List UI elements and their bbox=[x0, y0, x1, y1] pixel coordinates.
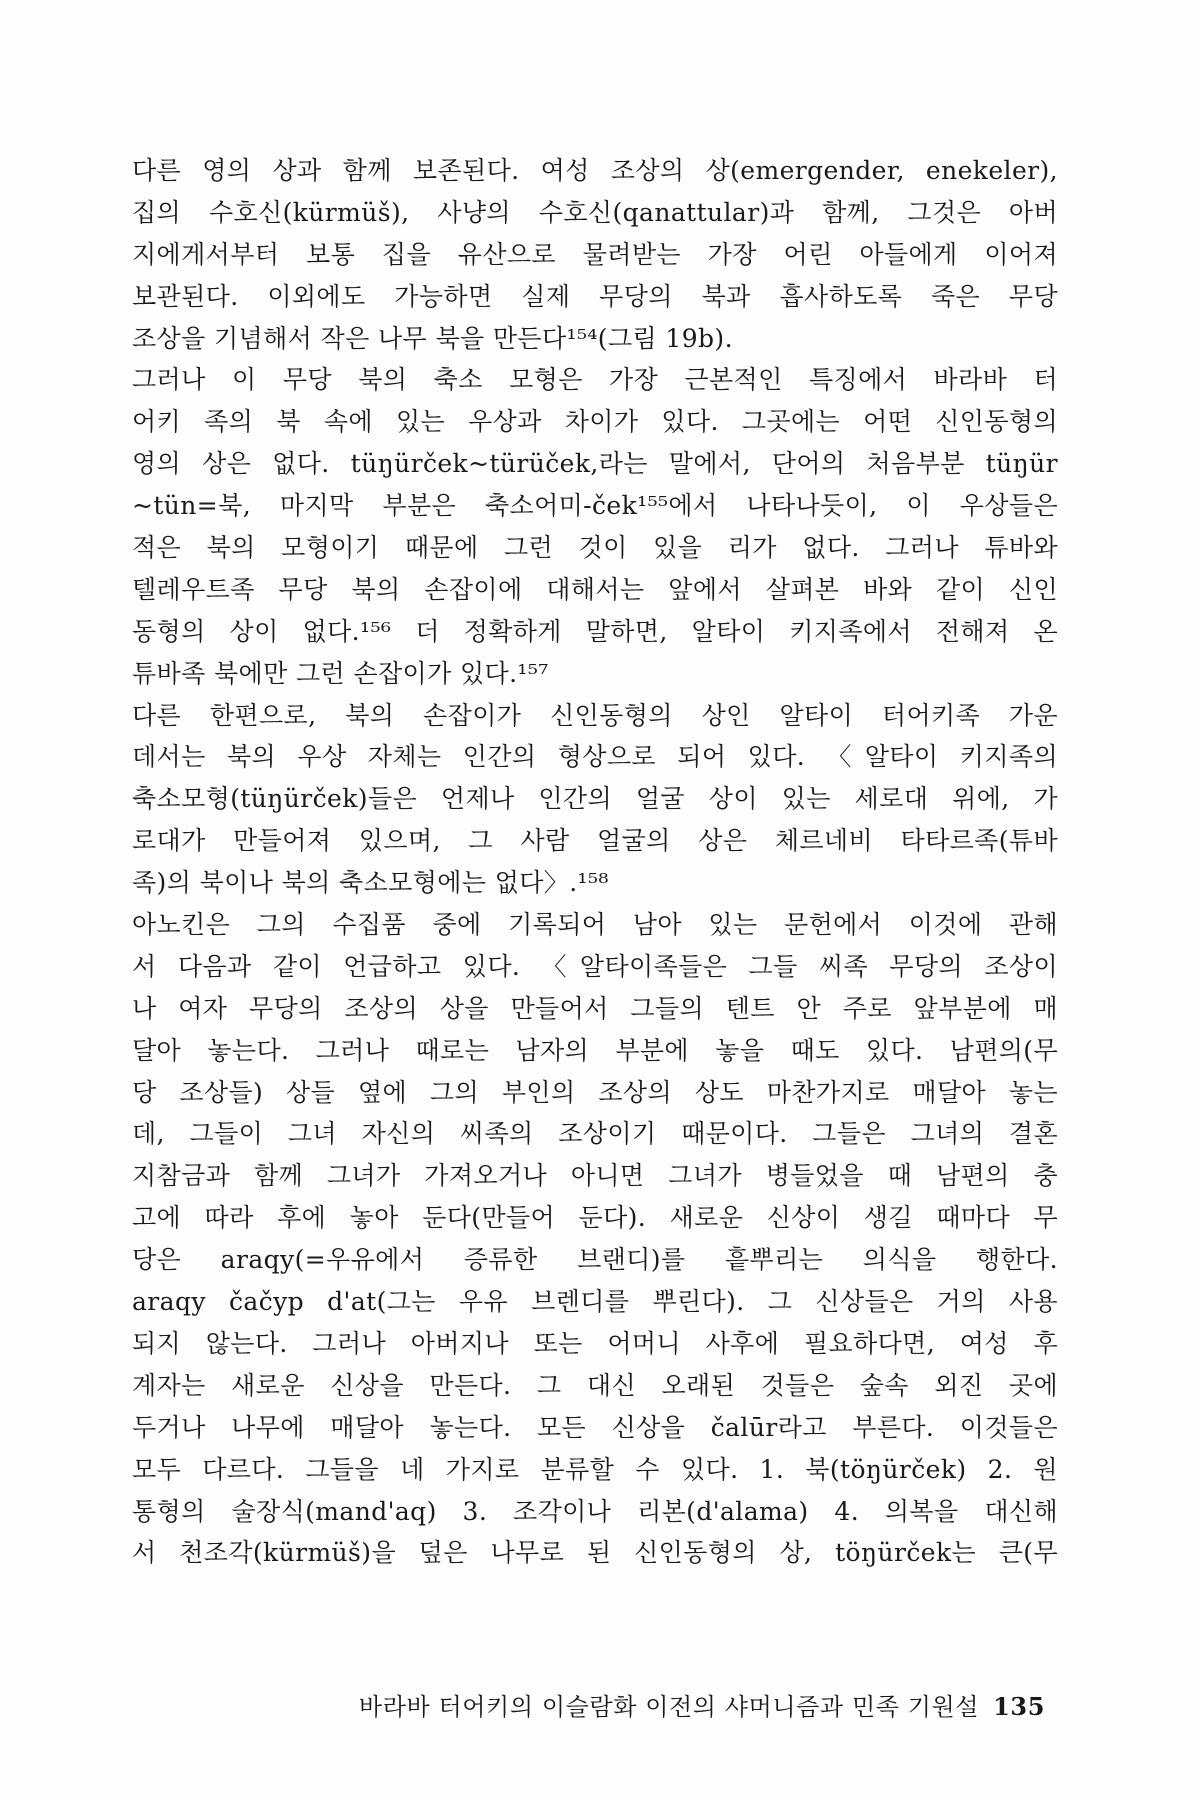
text-line: 동형의 상이 없다.¹⁵⁶ 더 정확하게 말하면, 알타이 키지족에서 전해져 온 bbox=[132, 616, 1058, 646]
text-line: 두거나 나무에 매달아 놓는다. 모든 신상을 čalūr라고 부른다. 이것들은 bbox=[132, 1412, 1058, 1442]
text-line: 족)의 북이나 북의 축소모형에는 없다〉.¹⁵⁸ bbox=[132, 868, 609, 898]
text-line: 되지 않는다. 그러나 아버지나 또는 어머니 사후에 필요하다면, 여성 후 bbox=[132, 1328, 1058, 1358]
text-line: 계자는 새로운 신상을 만든다. 그 대신 오래된 것들은 숲속 외진 곳에 bbox=[132, 1370, 1058, 1400]
paragraph-1 bbox=[132, 150, 1058, 359]
text-line: 집의 수호신(kürmüš), 사냥의 수호신(qanattular)과 함께, 그것은 아버 bbox=[132, 197, 1058, 227]
text-line: 다른 한편으로, 북의 손잡이가 신인동형의 상인 알타이 터어키족 가운 bbox=[132, 700, 1058, 730]
text-line: 축소모형(tüŋürček)들은 언제나 인간의 얼굴 상이 있는 세로대 위에, 가 bbox=[132, 784, 1058, 814]
text-line: ~tün=북, 마지막 부분은 축소어미-ček¹⁵⁵에서 나타나듯이, 이 우상들은 bbox=[132, 491, 1058, 521]
text-line: 그러나 이 무당 북의 축소 모형은 가장 근본적인 특징에서 바라바 터 bbox=[132, 365, 1058, 395]
text-line: 모두 다르다. 그들을 네 가지로 분류할 수 있다. 1. 북(töŋürček) 2. 원 bbox=[132, 1454, 1058, 1484]
text-line: 지참금과 함께 그녀가 가져오거나 아니면 그녀가 병들었을 때 남편의 충 bbox=[132, 1161, 1058, 1191]
text-line: araqy čačyp d'at(그는 우유 브렌디를 뿌린다). 그 신상들은 거의 사용 bbox=[132, 1287, 1058, 1317]
paragraph-4 bbox=[132, 904, 1058, 1574]
paragraph-2 bbox=[132, 359, 1058, 694]
text-line: 고에 따라 후에 놓아 둔다(만들어 둔다). 새로운 신상이 생길 때마다 무 bbox=[132, 1203, 1058, 1233]
paragraph-3 bbox=[132, 695, 1058, 904]
text-line: 통형의 술장식(mand'aq) 3. 조각이나 리본(d'alama) 4. 의복을 대신해 bbox=[132, 1496, 1058, 1526]
text-line: 로대가 만들어져 있으며, 그 사람 얼굴의 상은 체르네비 타타르족(튜바 bbox=[132, 826, 1058, 856]
text-line: 데서는 북의 우상 자체는 인간의 형상으로 되어 있다. 〈알타이 키지족의 bbox=[132, 742, 1058, 772]
text-line: 당은 araqy(=우유에서 증류한 브랜디)를 흩뿌리는 의식을 행한다. bbox=[132, 1245, 1058, 1275]
text-line: 보관된다. 이외에도 가능하면 실제 무당의 북과 흡사하도록 죽은 무당 bbox=[132, 281, 1058, 311]
text-line: 튜바족 북에만 그런 손잡이가 있다.¹⁵⁷ bbox=[132, 658, 549, 688]
text-line: 달아 놓는다. 그러나 때로는 남자의 부분에 놓을 때도 있다. 남편의(무 bbox=[132, 1035, 1058, 1065]
text-line: 당 조상들) 상들 옆에 그의 부인의 조상의 상도 마찬가지로 매달아 놓는 bbox=[132, 1077, 1058, 1107]
page-footer bbox=[0, 1687, 1045, 1722]
text-line: 아노킨은 그의 수집품 중에 기록되어 남아 있는 문헌에서 이것에 관해 bbox=[132, 910, 1058, 940]
text-line: 텔레우트족 무당 북의 손잡이에 대해서는 앞에서 살펴본 바와 같이 신인 bbox=[132, 574, 1058, 604]
page-number: 135 bbox=[993, 1692, 1045, 1721]
text-line: 서 천조각(kürmüš)을 덮은 나무로 된 신인동형의 상, töŋürček는 큰(무 bbox=[132, 1538, 1058, 1568]
text-line: 어키 족의 북 속에 있는 우상과 차이가 있다. 그곳에는 어떤 신인동형의 bbox=[132, 407, 1058, 437]
body-text bbox=[132, 150, 1058, 1574]
running-title: 바라바 터어키의 이슬람화 이전의 샤머니즘과 민족 기원설 bbox=[358, 1693, 980, 1721]
text-line: 영의 상은 없다. tüŋürček~türüček,라는 말에서, 단어의 처음부분 tüŋür bbox=[132, 449, 1058, 479]
text-line: 나 여자 무당의 조상의 상을 만들어서 그들의 텐트 안 주로 앞부분에 매 bbox=[132, 993, 1058, 1023]
text-line: 서 다음과 같이 언급하고 있다. 〈알타이족들은 그들 씨족 무당의 조상이 bbox=[132, 951, 1058, 981]
text-line: 조상을 기념해서 작은 나무 북을 만든다¹⁵⁴(그림 19b). bbox=[132, 323, 733, 353]
text-line: 지에게서부터 보통 집을 유산으로 물려받는 가장 어린 아들에게 이어져 bbox=[132, 239, 1058, 269]
text-line: 데, 그들이 그녀 자신의 씨족의 조상이기 때문이다. 그들은 그녀의 결혼 bbox=[132, 1119, 1058, 1149]
text-line: 적은 북의 모형이기 때문에 그런 것이 있을 리가 없다. 그러나 튜바와 bbox=[132, 533, 1058, 563]
text-line: 다른 영의 상과 함께 보존된다. 여성 조상의 상(emergender, enekeler), bbox=[132, 156, 1058, 185]
